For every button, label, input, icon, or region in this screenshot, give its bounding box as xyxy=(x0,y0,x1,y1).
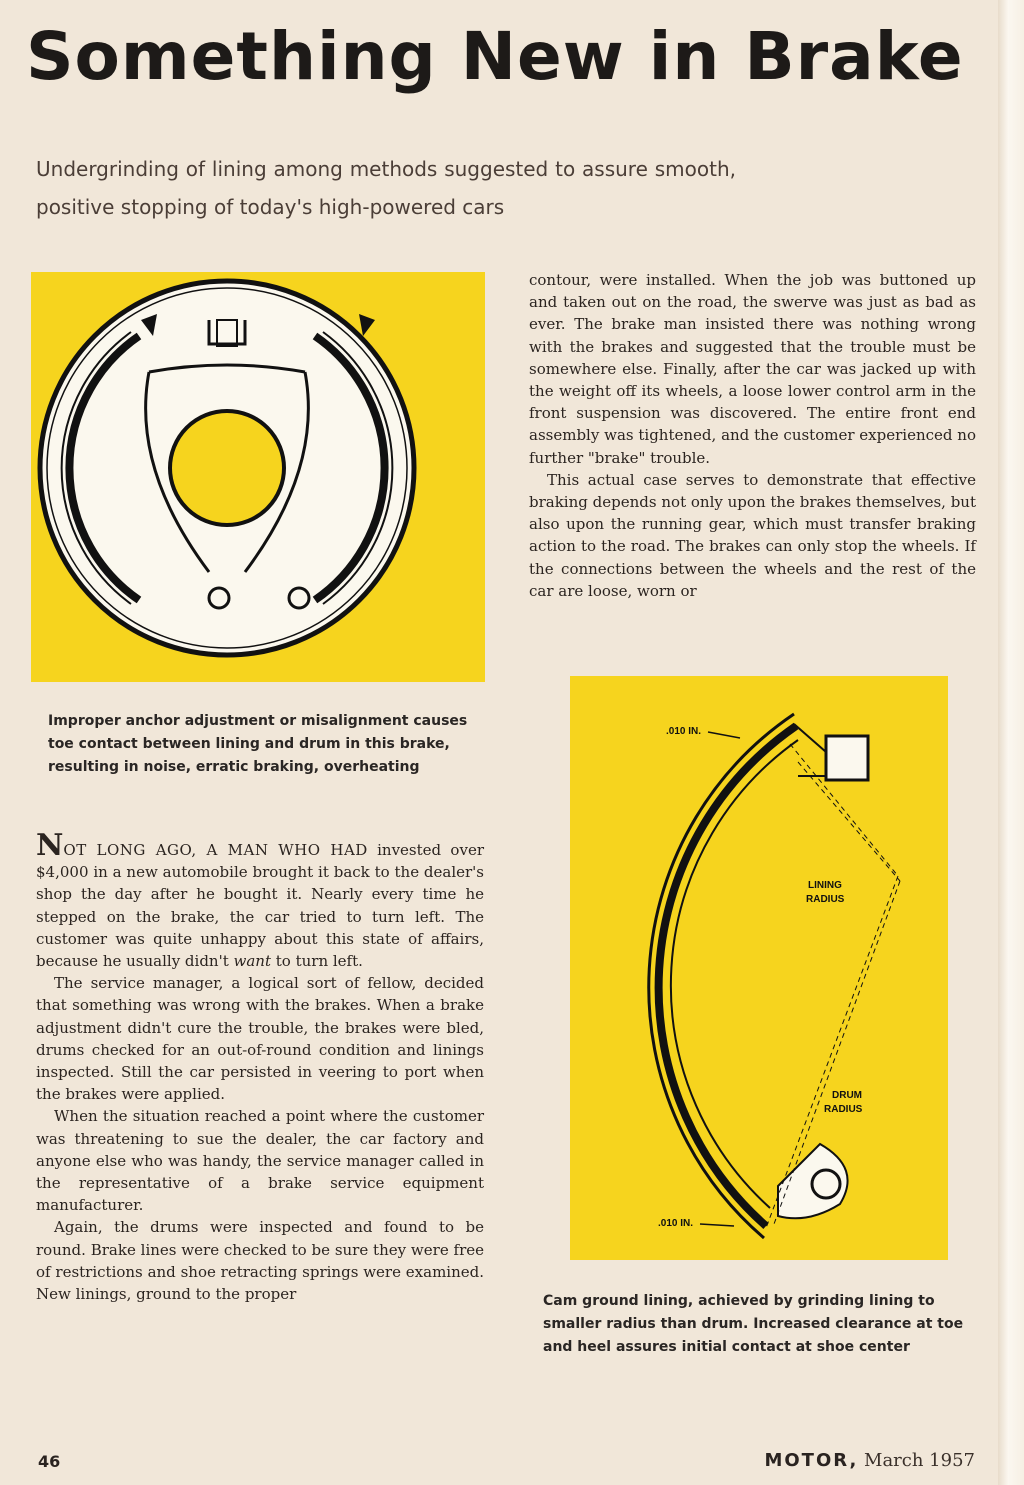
lead-in: OT LONG AGO, A MAN WHO HAD xyxy=(63,841,368,859)
subtitle: Undergrinding of lining among methods suggested to assure smooth, positive stopping of today's high-powered cars xyxy=(36,157,736,219)
issue-date: March 1957 xyxy=(864,1450,975,1471)
label-lining: LINING xyxy=(808,880,842,891)
article-paragraph-3: When the situation reached a point where the customer was threatening to sue the dealer, the car factory and anyone else who was handy, the service manager called in the representative of a brake service equipment manufacturer. xyxy=(36,1107,484,1215)
page-title: Something New in Brake xyxy=(26,18,964,95)
article-paragraph-1 xyxy=(36,828,484,972)
drop-cap: N xyxy=(36,828,64,863)
figure-cam-ground-lining xyxy=(570,676,948,1260)
label-drum: DRUM xyxy=(832,1090,862,1101)
article-paragraph-5: contour, were installed. When the job was buttoned up and taken out on the road, the swerve was just as bad as ever. The brake man insisted there was nothing wrong with the brakes and suggested that the trouble must be somewhere else. Finally, after the car was jacked up with the weight off its wheels, a loose lower control arm in the front suspension was discovered. The entire front end assembly was tightened, and the customer experienced no further "brake" trouble. xyxy=(529,271,976,467)
label-top-clearance: .010 IN. xyxy=(666,726,702,737)
label-bottom-clearance: .010 IN. xyxy=(658,1218,694,1229)
article-paragraph-6: This actual case serves to demonstrate that effective braking depends not only upon the brakes themselves, but also upon the running gear, which must transfer braking action to the road. The brakes can only stop the wheels. If the connections between the wheels and the rest of the car are loose, worn or xyxy=(529,470,976,600)
label-lining-radius: RADIUS xyxy=(806,894,845,905)
figure2-caption: Cam ground lining, achieved by grinding lining to smaller radius than drum. Increased clearance at toe and heel assures initial contact at shoe center xyxy=(543,1293,964,1355)
page-number: 46 xyxy=(38,1452,61,1471)
page-edge xyxy=(998,0,1024,1485)
article-column-right xyxy=(529,269,976,602)
emphasis-word: want xyxy=(233,952,271,971)
article-column-left xyxy=(36,828,484,1305)
figure-brake-assembly xyxy=(31,272,485,682)
brake-assembly-illustration xyxy=(31,272,485,682)
cam-ground-lining-illustration xyxy=(570,676,948,1260)
article-paragraph-2: The service manager, a logical sort of fellow, decided that something was wrong with the brakes. When a brake adjustment didn't cure the trouble, the brakes were bled, drums checked for an out-of-round condition and linings inspected. Still the car persisted in veering to port when the brakes were applied. xyxy=(36,974,484,1104)
footer-credit xyxy=(764,1450,975,1471)
paragraph-1-end: to turn left. xyxy=(271,952,363,971)
paragraph-1-text: invested over $4,000 in a new automobile brought it back to the dealer's shop the day after he bought it. Nearly every time he stepped on the brake, the car tried to turn left. The customer was quite unhappy about this state of affairs, because he usually didn't xyxy=(36,841,484,971)
magazine-name: MOTOR, xyxy=(764,1450,859,1471)
label-drum-radius: RADIUS xyxy=(824,1104,863,1115)
figure1-caption: Improper anchor adjustment or misalignment causes toe contact between lining and drum in this brake, resulting in noise, erratic braking, overheating xyxy=(48,713,468,775)
article-paragraph-4: Again, the drums were inspected and found to be round. Brake lines were checked to be sure they were free of restrictions and shoe retracting springs were examined. New linings, ground to the proper xyxy=(36,1218,484,1304)
